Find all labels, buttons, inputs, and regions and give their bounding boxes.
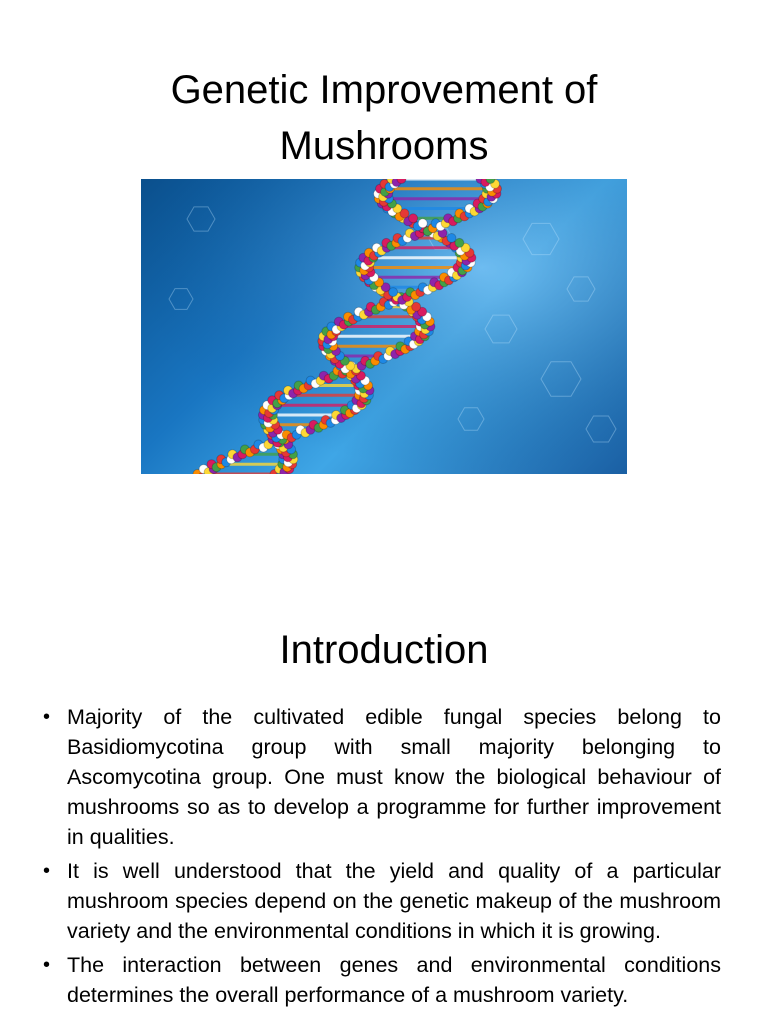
helix-bead [447, 234, 456, 243]
bullet-icon: • [43, 706, 51, 728]
helix-bead [486, 179, 495, 184]
bullet-icon: • [43, 860, 51, 882]
bullet-text: The interaction between genes and environmental conditions determines the overall performance of a mushroom variety. [67, 953, 721, 1007]
dna-helix-illustration [141, 179, 627, 474]
dna-helix-image [141, 179, 627, 474]
helix-bead [455, 238, 464, 247]
title-line-1: Genetic Improvement of [170, 68, 598, 112]
bullet-item [43, 702, 721, 852]
helix-bead [418, 219, 427, 228]
bullet-text: It is well understood that the yield and quality of a particular mushroom species depend on the genetic makeup of the mushroom variety and the environmental conditions in which it is growing. [67, 859, 721, 943]
helix-bead [397, 179, 406, 184]
bullet-item [43, 950, 721, 1010]
helix-bead [409, 214, 418, 223]
title-line-2: Mushrooms [279, 124, 489, 168]
slide-title: Introduction [279, 628, 489, 672]
slide-title [0, 62, 768, 174]
bullet-icon: • [43, 954, 51, 976]
bullet-list [43, 702, 721, 1014]
bullet-text: Majority of the cultivated edible fungal species belong to Basidiomycotina group with small majority belonging to Ascomycotina group. One must know the biological behaviour of mushrooms so as to develop a programme for further improvement in qualities. [67, 705, 721, 849]
bullet-item [43, 856, 721, 946]
slide-2 [0, 560, 768, 1024]
